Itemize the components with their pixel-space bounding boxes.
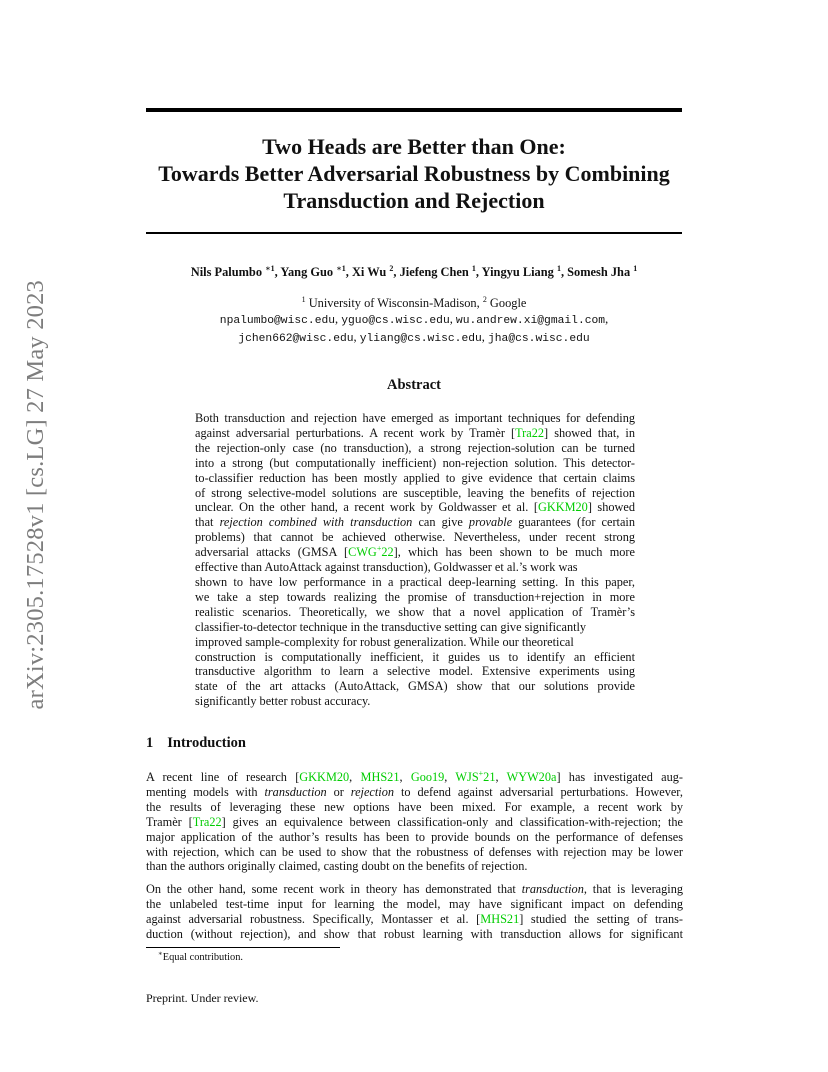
intro-text: or xyxy=(326,784,351,799)
intro-text: On the other hand, some recent work in theory has demonstrated that xyxy=(146,882,522,896)
title-line: Towards Better Adversarial Robustness by Combining xyxy=(158,161,670,186)
abstract-text: ] showed that, in xyxy=(544,425,636,440)
abstract-line: significantly better robust accuracy. xyxy=(195,694,371,709)
intro-line: A recent line of research [GKKM20, MHS21, Goo19, WJS+21, WYW20a] has investigated aug- xyxy=(146,768,683,784)
author-mark: 1 xyxy=(471,263,476,273)
citation-link[interactable]: Tra22 xyxy=(515,425,545,440)
citation-link[interactable]: GKKM20 xyxy=(537,500,588,515)
author-mark: 1 xyxy=(633,263,638,273)
affiliation-line xyxy=(146,295,682,311)
citation-sup: + xyxy=(478,768,484,778)
affiliations xyxy=(146,295,682,347)
abstract-text: ], which has been shown to be much more xyxy=(393,545,635,560)
author-name: Yang Guo xyxy=(280,265,334,279)
emphasis: transduction xyxy=(264,784,327,799)
abstract-line: classifier-to-detector technique in the transductive setting can give significantly xyxy=(195,619,587,634)
footnote xyxy=(158,949,243,963)
citation-link[interactable]: GKKM20 xyxy=(299,770,350,784)
author-name: Xi Wu xyxy=(351,265,387,279)
citation-year: 22 xyxy=(381,545,394,560)
abstract-body xyxy=(195,411,635,709)
citation-link[interactable]: MHS21 xyxy=(480,911,520,926)
abstract-text: that xyxy=(195,515,220,530)
emphasis: provable xyxy=(468,515,513,530)
abstract-text: unclear. On the other hand, a recent work by Goldwasser et al. [ xyxy=(195,500,538,515)
email: wu.andrew.xi@gmail.com xyxy=(455,315,606,327)
abstract-text: ] showed xyxy=(587,500,635,515)
citation-link[interactable] xyxy=(455,770,495,784)
abstract-line: shown to have low performance in a practical deep-learning setting. In this paper, xyxy=(195,574,635,589)
citation-key: CWG xyxy=(348,545,377,560)
intro-line: than the authors originally claimed, casting doubt on the benefits of rejection. xyxy=(146,859,528,874)
intro-text: Tramèr [ xyxy=(146,814,193,829)
author-mark: 2 xyxy=(389,263,394,273)
intro-text: ] studied the setting of trans- xyxy=(519,911,683,926)
citation-link[interactable]: WYW20a xyxy=(506,770,557,784)
abstract-line: state of the art attacks (AutoAttack, GMSA) show that our solutions provide xyxy=(195,679,635,694)
abstract-text: guarantees (for certain xyxy=(512,515,635,530)
intro-paragraph-1 xyxy=(146,770,683,874)
emphasis: rejection combined with transduction xyxy=(219,515,413,530)
intro-text: , that is leveraging xyxy=(583,882,683,896)
abstract-line: into a strong (but computationally inefficient) non-rejection solution. This detector- xyxy=(195,455,635,470)
affiliation-org: University of Wisconsin-Madison, xyxy=(308,296,480,310)
author-name: Somesh Jha xyxy=(567,265,631,279)
abstract-line xyxy=(195,515,635,530)
abstract-line xyxy=(195,426,635,441)
section-title: Introduction xyxy=(167,735,246,751)
abstract-line: transductive algorithm to learn a selective model. Extensive experiments using xyxy=(195,664,635,679)
email-line: npalumbo@wisc.edu, yguo@cs.wisc.edu, wu.andrew.xi@gmail.com, xyxy=(219,312,609,327)
abstract-text: adversarial attacks (GMSA [ xyxy=(195,545,349,560)
abstract-line: problems) that cannot be achieved otherwise. Nevertheless, under recent strong xyxy=(195,530,635,545)
abstract-line: of strong selective-model solutions are susceptible, leaving the benefits of rejection xyxy=(195,485,635,500)
arxiv-identifier: arXiv:2305.17528v1 [cs.LG] 27 May 2023 xyxy=(22,280,49,710)
abstract-line: the rejection-only case (no transduction), a strong rejection-solution can be turned xyxy=(195,440,635,455)
citation-year: 21 xyxy=(483,770,496,784)
author-name: Nils Palumbo xyxy=(190,265,263,279)
citation-link[interactable]: MHS21 xyxy=(360,770,400,784)
abstract-line: construction is computationally inefficient, it guides us to identify an efficient xyxy=(195,649,635,664)
abstract-line: effective than AutoAttack against transduction), Goldwasser et al.’s work was xyxy=(195,560,578,575)
email: jha@cs.wisc.edu xyxy=(487,333,590,345)
author-name: Yingyu Liang xyxy=(481,265,554,279)
author-mark: ∗1 xyxy=(265,263,275,273)
email: npalumbo@wisc.edu xyxy=(219,315,336,327)
intro-line xyxy=(146,912,683,927)
author-mark: ∗1 xyxy=(336,263,346,273)
preprint-note: Preprint. Under review. xyxy=(146,991,259,1005)
paper-title xyxy=(146,133,682,214)
title-bottom-rule xyxy=(146,232,682,234)
intro-text: ] gives an equivalence between classification-only and classification-with-rejection; the xyxy=(221,814,683,829)
citation-link[interactable]: Tra22 xyxy=(192,814,222,829)
intro-line: major application of the author’s results has been to provide bounds on the performance of defenses xyxy=(146,829,683,844)
affiliation-org: Google xyxy=(489,296,527,310)
citation-link[interactable] xyxy=(348,545,394,559)
intro-text: ] has investigated aug- xyxy=(556,770,683,784)
footnote-rule xyxy=(146,947,340,948)
title-line: Transduction and Rejection xyxy=(283,188,545,213)
intro-paragraph-2 xyxy=(146,882,683,942)
author-name: Jiefeng Chen xyxy=(399,265,469,279)
affiliation-mark: 2 xyxy=(482,294,487,304)
title-top-rule xyxy=(146,108,682,112)
citation-key: WJS xyxy=(455,770,479,784)
emphasis: rejection xyxy=(350,784,395,799)
email-line: jchen662@wisc.edu, yliang@cs.wisc.edu, jha@cs.wisc.edu xyxy=(238,330,590,345)
intro-text: to defend against adversarial perturbations. However, xyxy=(394,784,683,799)
intro-line xyxy=(146,815,683,830)
abstract-line: Both transduction and rejection have emerged as important techniques for defending xyxy=(195,411,635,425)
email: yliang@cs.wisc.edu xyxy=(359,333,482,345)
abstract-line: improved sample-complexity for robust generalization. While our theoretical xyxy=(195,634,574,649)
intro-line xyxy=(146,882,683,897)
affiliation-mark: 1 xyxy=(301,294,306,304)
emphasis: transduction xyxy=(521,882,584,896)
intro-line xyxy=(146,785,683,800)
abstract-line xyxy=(195,545,635,560)
abstract-line: to-classifier reduction has been mostly applied to give evidence that certain claims xyxy=(195,470,635,485)
citation-sup: + xyxy=(376,544,382,554)
email: jchen662@wisc.edu xyxy=(238,333,354,345)
title-line: Two Heads are Better than One: xyxy=(262,134,566,159)
abstract-text: can give xyxy=(412,515,469,530)
abstract-heading: Abstract xyxy=(387,377,441,393)
footnote-text: Equal contribution. xyxy=(162,952,243,963)
citation-link[interactable]: Goo19 xyxy=(410,770,445,784)
intro-line: the results of leveraging these new options have been mixed. For example, a recent work by xyxy=(146,799,683,814)
intro-line: with rejection, which can be used to show that the robustness of defenses with rejection may be lower xyxy=(146,844,683,859)
intro-text: against adversarial robustness. Specifically, Montasser et al. [ xyxy=(146,911,481,926)
intro-line: duction (without rejection), and show that robust learning with transduction allows for significant xyxy=(146,926,683,941)
intro-line: the unlabeled test-time input for learning the model, may have significant impact on defending xyxy=(146,896,683,911)
author-list: Nils Palumbo $^{∗1}$, Yang Guo $^{∗1}$, Xi Wu $^2$, Jiefeng Chen $^1$, Yingyu Liang $^1$, Somesh Jha $^1$ xyxy=(190,263,638,279)
abstract-line: we take a step towards realizing the promise of transduction+rejection in more xyxy=(195,589,635,604)
section-heading-introduction xyxy=(146,735,246,752)
footnote-mark: ∗ xyxy=(158,949,163,958)
author-mark: 1 xyxy=(556,263,561,273)
intro-text: menting models with xyxy=(146,784,265,799)
intro-text: A recent line of research [ xyxy=(146,770,300,784)
email: yguo@cs.wisc.edu xyxy=(341,315,450,327)
abstract-text: against adversarial perturbations. A recent work by Tramèr [ xyxy=(195,425,516,440)
abstract-line: realistic scenarios. Theoretically, we show that a novel application of Tramèr’s xyxy=(195,604,635,619)
abstract-line xyxy=(195,500,635,515)
section-number: 1 xyxy=(146,735,154,751)
